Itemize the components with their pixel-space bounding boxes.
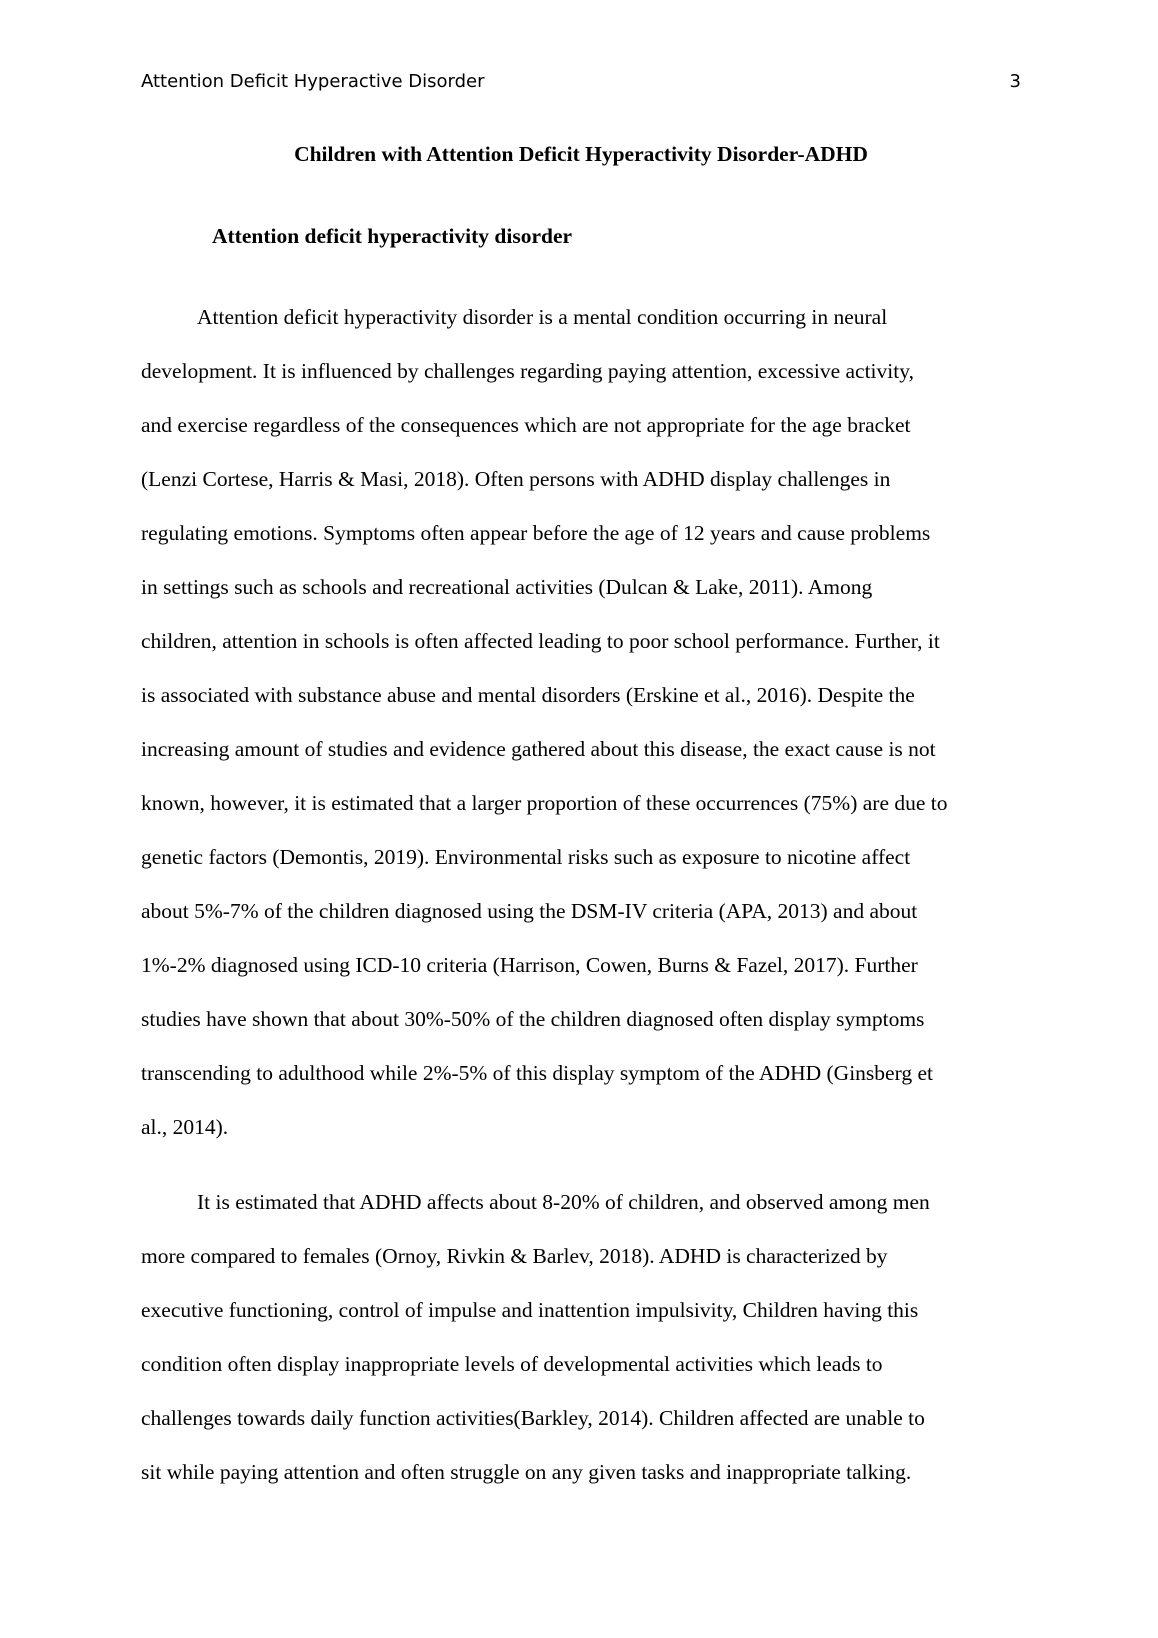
paragraph-line: executive functioning, control of impulse and inattention impulsivity, Children having this xyxy=(141,1298,919,1322)
paragraph-line: Attention deficit hyperactivity disorder is a mental condition occurring in neural xyxy=(197,305,888,329)
section-heading: Attention deficit hyperactivity disorder xyxy=(212,224,573,248)
paragraph-line: challenges towards daily function activities(Barkley, 2014). Children affected are unable to xyxy=(141,1406,925,1430)
paragraph-line: more compared to females (Ornoy, Rivkin & Barlev, 2018). ADHD is characterized by xyxy=(141,1244,888,1268)
paragraph-line: increasing amount of studies and evidence gathered about this disease, the exact cause is not xyxy=(141,737,936,761)
paragraph-line: condition often display inappropriate levels of developmental activities which leads to xyxy=(141,1352,883,1376)
paragraph-1 xyxy=(141,303,1026,1167)
paragraph-line: transcending to adulthood while 2%-5% of this display symptom of the ADHD (Ginsberg et xyxy=(141,1061,934,1085)
paragraph-line: It is estimated that ADHD affects about 8-20% of children, and observed among men xyxy=(197,1190,930,1214)
paragraph-line: genetic factors (Demontis, 2019). Environmental risks such as exposure to nicotine affect xyxy=(141,845,911,869)
paragraph-line: (Lenzi Cortese, Harris & Masi, 2018). Often persons with ADHD display challenges in xyxy=(141,467,891,491)
paragraph-line: studies have shown that about 30%-50% of the children diagnosed often display symptoms xyxy=(141,1007,925,1031)
paragraph-line: sit while paying attention and often struggle on any given tasks and inappropriate talking. xyxy=(141,1460,912,1484)
paragraph-line: children, attention in schools is often affected leading to poor school performance. Further, it xyxy=(141,629,940,653)
paragraph-2 xyxy=(141,1188,1026,1512)
paragraph-line: regulating emotions. Symptoms often appear before the age of 12 years and cause problems xyxy=(141,521,931,545)
paragraph-line: about 5%-7% of the children diagnosed using the DSM-IV criteria (APA, 2013) and about xyxy=(141,899,918,923)
paragraph-line: known, however, it is estimated that a larger proportion of these occurrences (75%) are due to xyxy=(141,791,948,815)
paragraph-line: development. It is influenced by challenges regarding paying attention, excessive activity, xyxy=(141,359,914,383)
page-number: 3 xyxy=(1009,71,1021,92)
running-head: Attention Deficit Hyperactive Disorder xyxy=(141,71,485,92)
paragraph-line: is associated with substance abuse and mental disorders (Erskine et al., 2016). Despite the xyxy=(141,683,915,707)
paragraph-line: 1%-2% diagnosed using ICD-10 criteria (Harrison, Cowen, Burns & Fazel, 2017). Further xyxy=(141,953,918,977)
paragraph-line: and exercise regardless of the consequences which are not appropriate for the age bracket xyxy=(141,413,911,437)
paragraph-line: al., 2014). xyxy=(141,1115,229,1139)
document-title: Children with Attention Deficit Hyperactivity Disorder-ADHD xyxy=(294,142,868,166)
paragraph-line: in settings such as schools and recreational activities (Dulcan & Lake, 2011). Among xyxy=(141,575,873,599)
